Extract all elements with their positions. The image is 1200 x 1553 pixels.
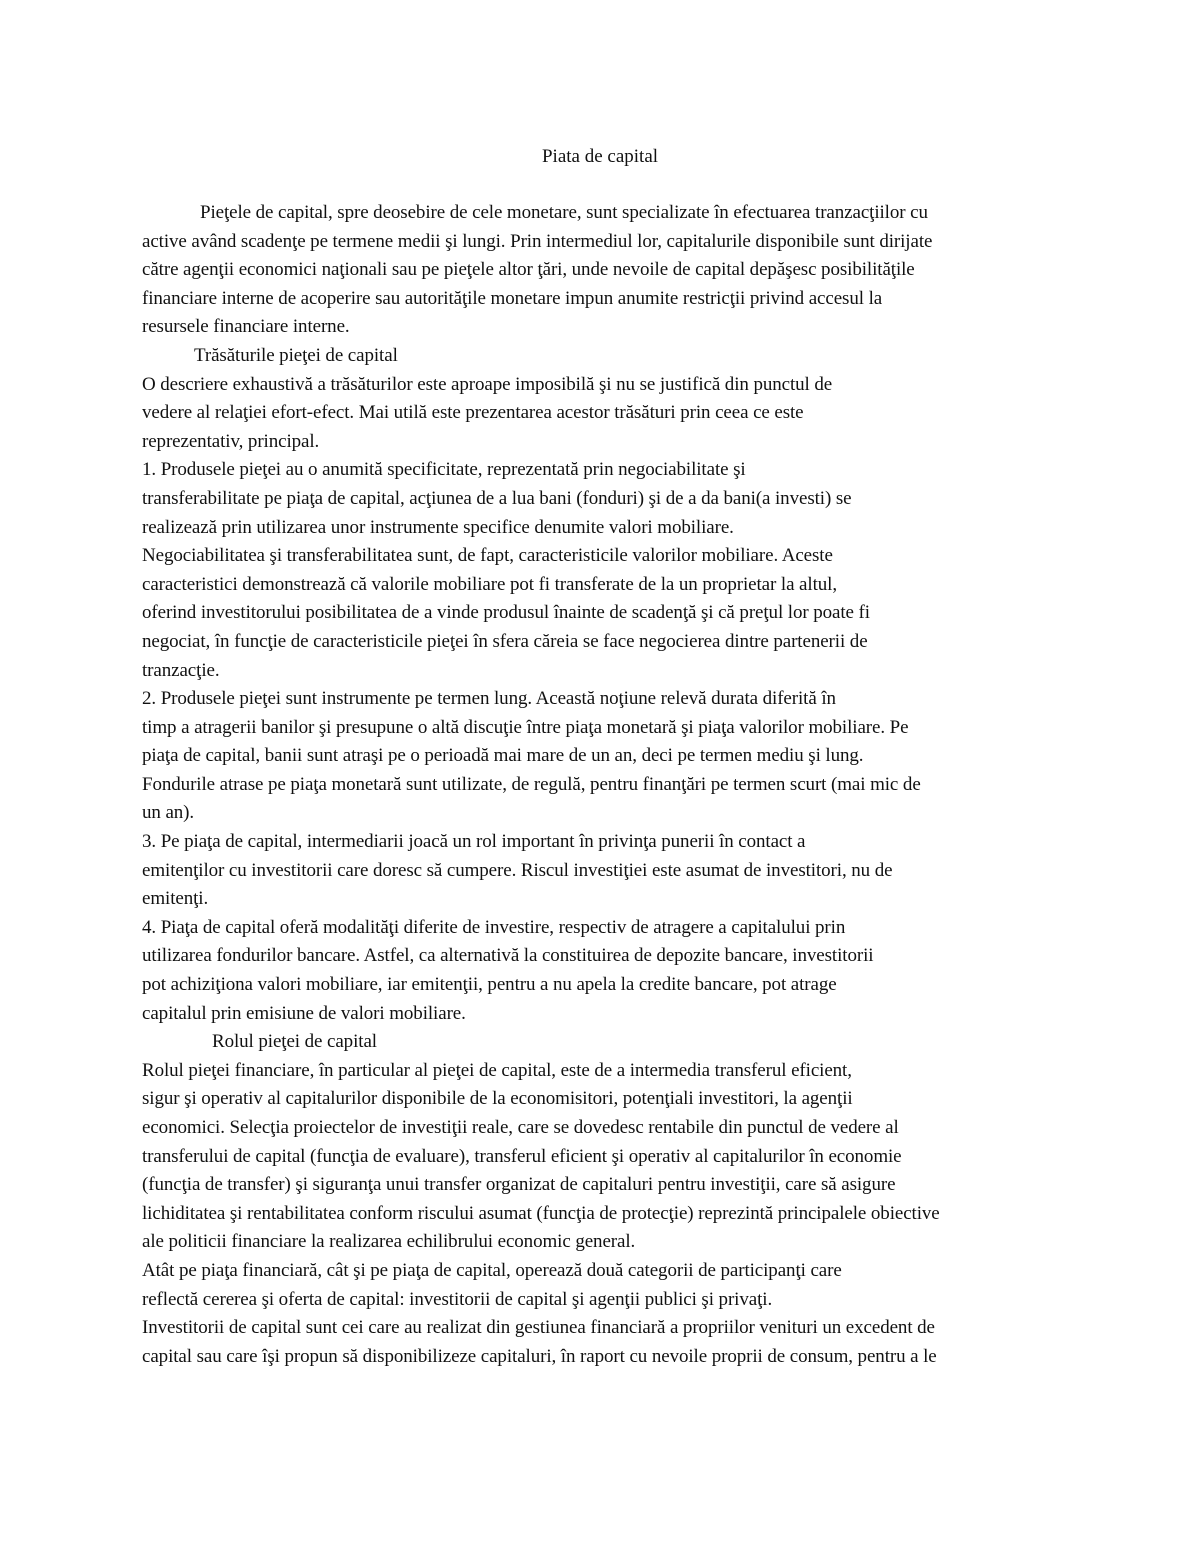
document-title: Piata de capital <box>541 146 659 167</box>
paragraph-line: 3. Pe piaţa de capital, intermediarii joacă un rol important în privinţa punerii în contact a <box>142 831 806 853</box>
paragraph-line: Pieţele de capital, spre deosebire de cele monetare, sunt specializate în efectuarea tranzacţiilor cu <box>200 202 928 223</box>
paragraph-line: pot achiziţiona valori mobiliare, iar emitenţii, pentru a nu apela la credite bancare, pot atrage <box>142 974 837 996</box>
paragraph-line: reflectă cererea şi oferta de capital: investitorii de capital şi agenţii publici şi privaţi. <box>142 1288 773 1310</box>
paragraph-line: Rolul pieţei financiare, în particular al pieţei de capital, este de a intermedia transferul eficient, <box>142 1059 852 1081</box>
document-body <box>142 199 1072 1371</box>
paragraph-line: 1. Produsele pieţei au o anumită specificitate, reprezentată prin negociabilitate şi <box>142 459 746 481</box>
paragraph-line: capitalul prin emisiune de valori mobiliare. <box>142 1002 466 1024</box>
paragraph-line: active având scadenţe pe termene medii şi lungi. Prin intermediul lor, capitalurile disponibile sunt dirijate <box>142 230 933 252</box>
paragraph-line: (funcţia de transfer) şi siguranţa unui transfer organizat de capitaluri pentru investiţii, care să asigure <box>142 1174 896 1196</box>
paragraph-line: transferabilitate pe piaţa de capital, acţiunea de a lua bani (fonduri) şi de a da bani(a investi) se <box>142 487 852 509</box>
paragraph-line: către agenţii economici naţionali sau pe pieţele altor ţări, unde nevoile de capital depăşesc posibilităţile <box>142 259 915 281</box>
paragraph-line: economici. Selecţia proiectelor de investiţii reale, care se dovedesc rentabile din punctul de vedere al <box>142 1117 899 1138</box>
paragraph-line: financiare interne de acoperire sau autorităţile monetare impun anumite restricţii privind accesul la <box>142 287 883 309</box>
paragraph-line: negociat, în funcţie de caracteristicile pieţei în sfera căreia se face negocierea dintre partenerii de <box>142 630 868 652</box>
paragraph-line: emitenţi. <box>142 888 209 910</box>
paragraph-line: 4. Piaţa de capital oferă modalităţi diferite de investire, respectiv de atragere a capitalului prin <box>142 916 846 938</box>
section-heading: Rolul pieţei de capital <box>212 1031 377 1053</box>
paragraph-line: emitenţilor cu investitorii care doresc să cumpere. Riscul investiţiei este asumat de investitori, nu de <box>142 859 893 881</box>
paragraph-line: Negociabilitatea şi transferabilitatea sunt, de fapt, caracteristicile valorilor mobiliare. Aceste <box>142 545 833 567</box>
paragraph-line: piaţa de capital, banii sunt atraşi pe o perioadă mai mare de un an, deci pe termen mediu şi lung. <box>142 745 864 767</box>
paragraph-line: realizează prin utilizarea unor instrumente specifice denumite valori mobiliare. <box>142 516 734 538</box>
paragraph-line: capital sau care îşi propun să disponibilizeze capitaluri, în raport cu nevoile proprii de consum, pentru a le <box>142 1345 937 1367</box>
paragraph-line: Atât pe piaţa financiară, cât şi pe piaţa de capital, operează două categorii de participanţi care <box>142 1259 842 1281</box>
paragraph-line: transferului de capital (funcţia de evaluare), transferul eficient şi operativ al capitalurilor în economie <box>142 1145 902 1167</box>
paragraph-line: utilizarea fondurilor bancare. Astfel, ca alternativă la constituirea de depozite bancare, investitorii <box>142 945 874 967</box>
paragraph-line: ale politicii financiare la realizarea echilibrului economic general. <box>142 1231 636 1253</box>
paragraph-line: tranzacţie. <box>142 659 220 681</box>
paragraph-line: Investitorii de capital sunt cei care au realizat din gestiunea financiară a propriilor venituri un excedent de <box>142 1317 935 1339</box>
paragraph-line: sigur şi operativ al capitalurilor disponibile de la economisitori, potenţiali investitori, la agenţii <box>142 1088 853 1110</box>
section-heading: Trăsăturile pieţei de capital <box>194 344 398 366</box>
paragraph-line: oferind investitorului posibilitatea de a vinde produsul înainte de scadenţă şi că preţul lor poate fi <box>142 602 870 624</box>
paragraph-line: resursele financiare interne. <box>142 316 350 338</box>
paragraph-line: caracteristici demonstrează că valorile mobiliare pot fi transferate de la un proprietar la altul, <box>142 573 837 595</box>
paragraph-line: 2. Produsele pieţei sunt instrumente pe termen lung. Această noţiune relevă durata diferită în <box>142 688 836 710</box>
paragraph-line: reprezentativ, principal. <box>142 430 320 452</box>
paragraph-line: Fondurile atrase pe piaţa monetară sunt utilizate, de regulă, pentru finanţări pe termen scurt (mai mic de <box>142 773 921 795</box>
paragraph-line: lichiditatea şi rentabilitatea conform riscului asumat (funcţia de protecţie) reprezintă principalele obiective <box>142 1202 940 1224</box>
paragraph-line: timp a atragerii banilor şi presupune o altă discuţie între piaţa monetară şi piaţa valorilor mobiliare. Pe <box>142 716 909 738</box>
paragraph-line: un an). <box>142 802 195 824</box>
paragraph-line: O descriere exhaustivă a trăsăturilor este aproape imposibilă şi nu se justifică din punctul de <box>142 373 833 395</box>
paragraph-line: vedere al relaţiei efort-efect. Mai utilă este prezentarea acestor trăsături prin ceea ce este <box>142 402 804 424</box>
